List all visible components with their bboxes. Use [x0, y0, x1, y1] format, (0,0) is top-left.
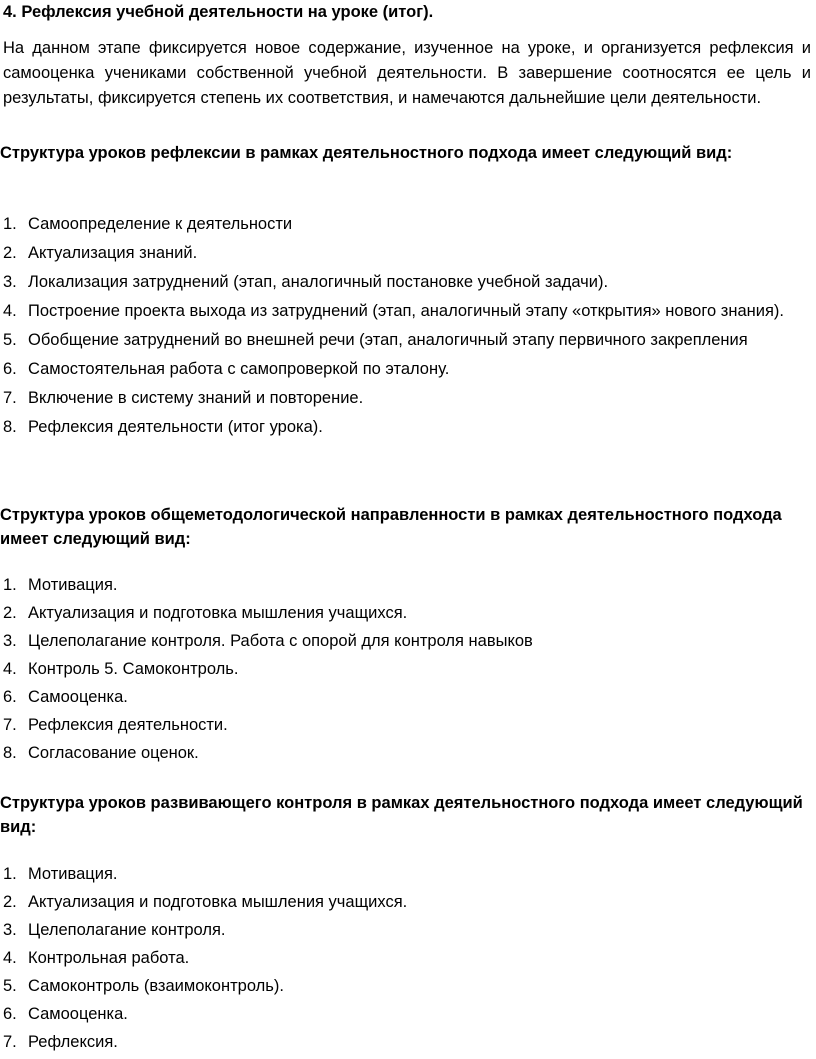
- list-item-number: 6.: [3, 360, 17, 378]
- list-item-number: 2.: [3, 893, 17, 911]
- list-item-text: Построение проекта выхода из затруднений (этап, аналогичный этапу «открытия» нового знания).: [28, 302, 784, 320]
- list-item-number: 3.: [3, 921, 17, 939]
- list-item: [0, 657, 816, 681]
- list-item-number: 4.: [3, 660, 17, 678]
- list-item-text: Мотивация.: [28, 865, 118, 883]
- list-item-text: Целеполагание контроля. Работа с опорой для контроля навыков: [28, 632, 533, 650]
- list-item: [0, 741, 816, 765]
- list-general-methodological-lesson-structure: [0, 573, 816, 769]
- list-item: [0, 946, 816, 970]
- list-item-text: Мотивация.: [28, 576, 118, 594]
- list-developmental-control-lesson-structure: [0, 862, 816, 1058]
- list-item: [0, 918, 816, 942]
- list-item: [0, 241, 816, 265]
- list-item: [0, 270, 816, 294]
- list-item-text: Самоконтроль (взаимоконтроль).: [28, 977, 284, 995]
- list-item-number: 8.: [3, 744, 17, 762]
- list-item-text: Рефлексия деятельности (итог урока).: [28, 418, 323, 436]
- list-item-text: Актуализация и подготовка мышления учащихся.: [28, 604, 408, 622]
- list-item-text: Контроль 5. Самоконтроль.: [28, 660, 239, 678]
- list-item-text: Обобщение затруднений во внешней речи (этап, аналогичный этапу первичного закрепления: [28, 331, 748, 349]
- list-item-number: 5.: [3, 977, 17, 995]
- list-item-number: 1.: [3, 576, 17, 594]
- list-item-text: Рефлексия деятельности.: [28, 716, 228, 734]
- list-item: [0, 713, 816, 737]
- list-item: [0, 629, 816, 653]
- list-item-text: Самоопределение к деятельности: [28, 215, 293, 233]
- list-item-number: 3.: [3, 632, 17, 650]
- list-item-number: 5.: [3, 331, 17, 349]
- list-item: [0, 862, 816, 886]
- list-item-text: Актуализация знаний.: [28, 244, 198, 262]
- list-item-number: 4.: [3, 302, 17, 320]
- list-item: [0, 1002, 816, 1026]
- list-item-number: 2.: [3, 244, 17, 262]
- list-reflection-lesson-structure: [0, 212, 816, 444]
- list-item-number: 7.: [3, 1033, 17, 1051]
- list-item-text: Локализация затруднений (этап, аналогичный постановке учебной задачи).: [28, 273, 609, 291]
- list-item: [0, 685, 816, 709]
- section-title-reflection: Структура уроков рефлексии в рамках деятельностного подхода имеет следующий вид:: [0, 144, 733, 162]
- list-item-text: Самооценка.: [28, 1005, 128, 1023]
- list-item: [0, 299, 816, 323]
- list-item-text: Согласование оценок.: [28, 744, 199, 762]
- list-item-text: Актуализация и подготовка мышления учащихся.: [28, 893, 408, 911]
- section-title-developmental-control: Структура уроков развивающего контроля в рамках деятельностного подхода имеет следующий вид:: [0, 794, 803, 836]
- list-item: [0, 357, 816, 381]
- section-title-general-methodological: Структура уроков общеметодологической направленности в рамках деятельностного подхода имеет следующий вид:: [0, 506, 782, 548]
- list-item-number: 2.: [3, 604, 17, 622]
- list-item-text: Самооценка.: [28, 688, 128, 706]
- list-item: [0, 573, 816, 597]
- intro-paragraph: На данном этапе фиксируется новое содержание, изученное на уроке, и организуется рефлексия и самооценка учениками собственной учебной деятельности. В завершение соотносятся ее цель и результаты, фиксируется степень их соответствия, и намечаются дальнейшие цели деятельности.: [3, 39, 811, 107]
- list-item: [0, 415, 816, 439]
- list-item-number: 1.: [3, 215, 17, 233]
- list-item-text: Целеполагание контроля.: [28, 921, 226, 939]
- list-item: [0, 328, 816, 352]
- list-item-number: 6.: [3, 688, 17, 706]
- list-item-text: Самостоятельная работа с самопроверкой по эталону.: [28, 360, 450, 378]
- list-item-text: Рефлексия.: [28, 1033, 118, 1051]
- list-item: [0, 212, 816, 236]
- list-item: [0, 1030, 816, 1054]
- list-item-text: Включение в систему знаний и повторение.: [28, 389, 364, 407]
- list-item: [0, 601, 816, 625]
- list-item-text: Контрольная работа.: [28, 949, 190, 967]
- list-item-number: 6.: [3, 1005, 17, 1023]
- list-item-number: 8.: [3, 418, 17, 436]
- list-item-number: 4.: [3, 949, 17, 967]
- list-item: [0, 974, 816, 998]
- list-item-number: 7.: [3, 389, 17, 407]
- list-item-number: 3.: [3, 273, 17, 291]
- section-heading: 4. Рефлексия учебной деятельности на уроке (итог).: [3, 3, 434, 21]
- list-item: [0, 386, 816, 410]
- list-item-number: 7.: [3, 716, 17, 734]
- list-item-number: 1.: [3, 865, 17, 883]
- list-item: [0, 890, 816, 914]
